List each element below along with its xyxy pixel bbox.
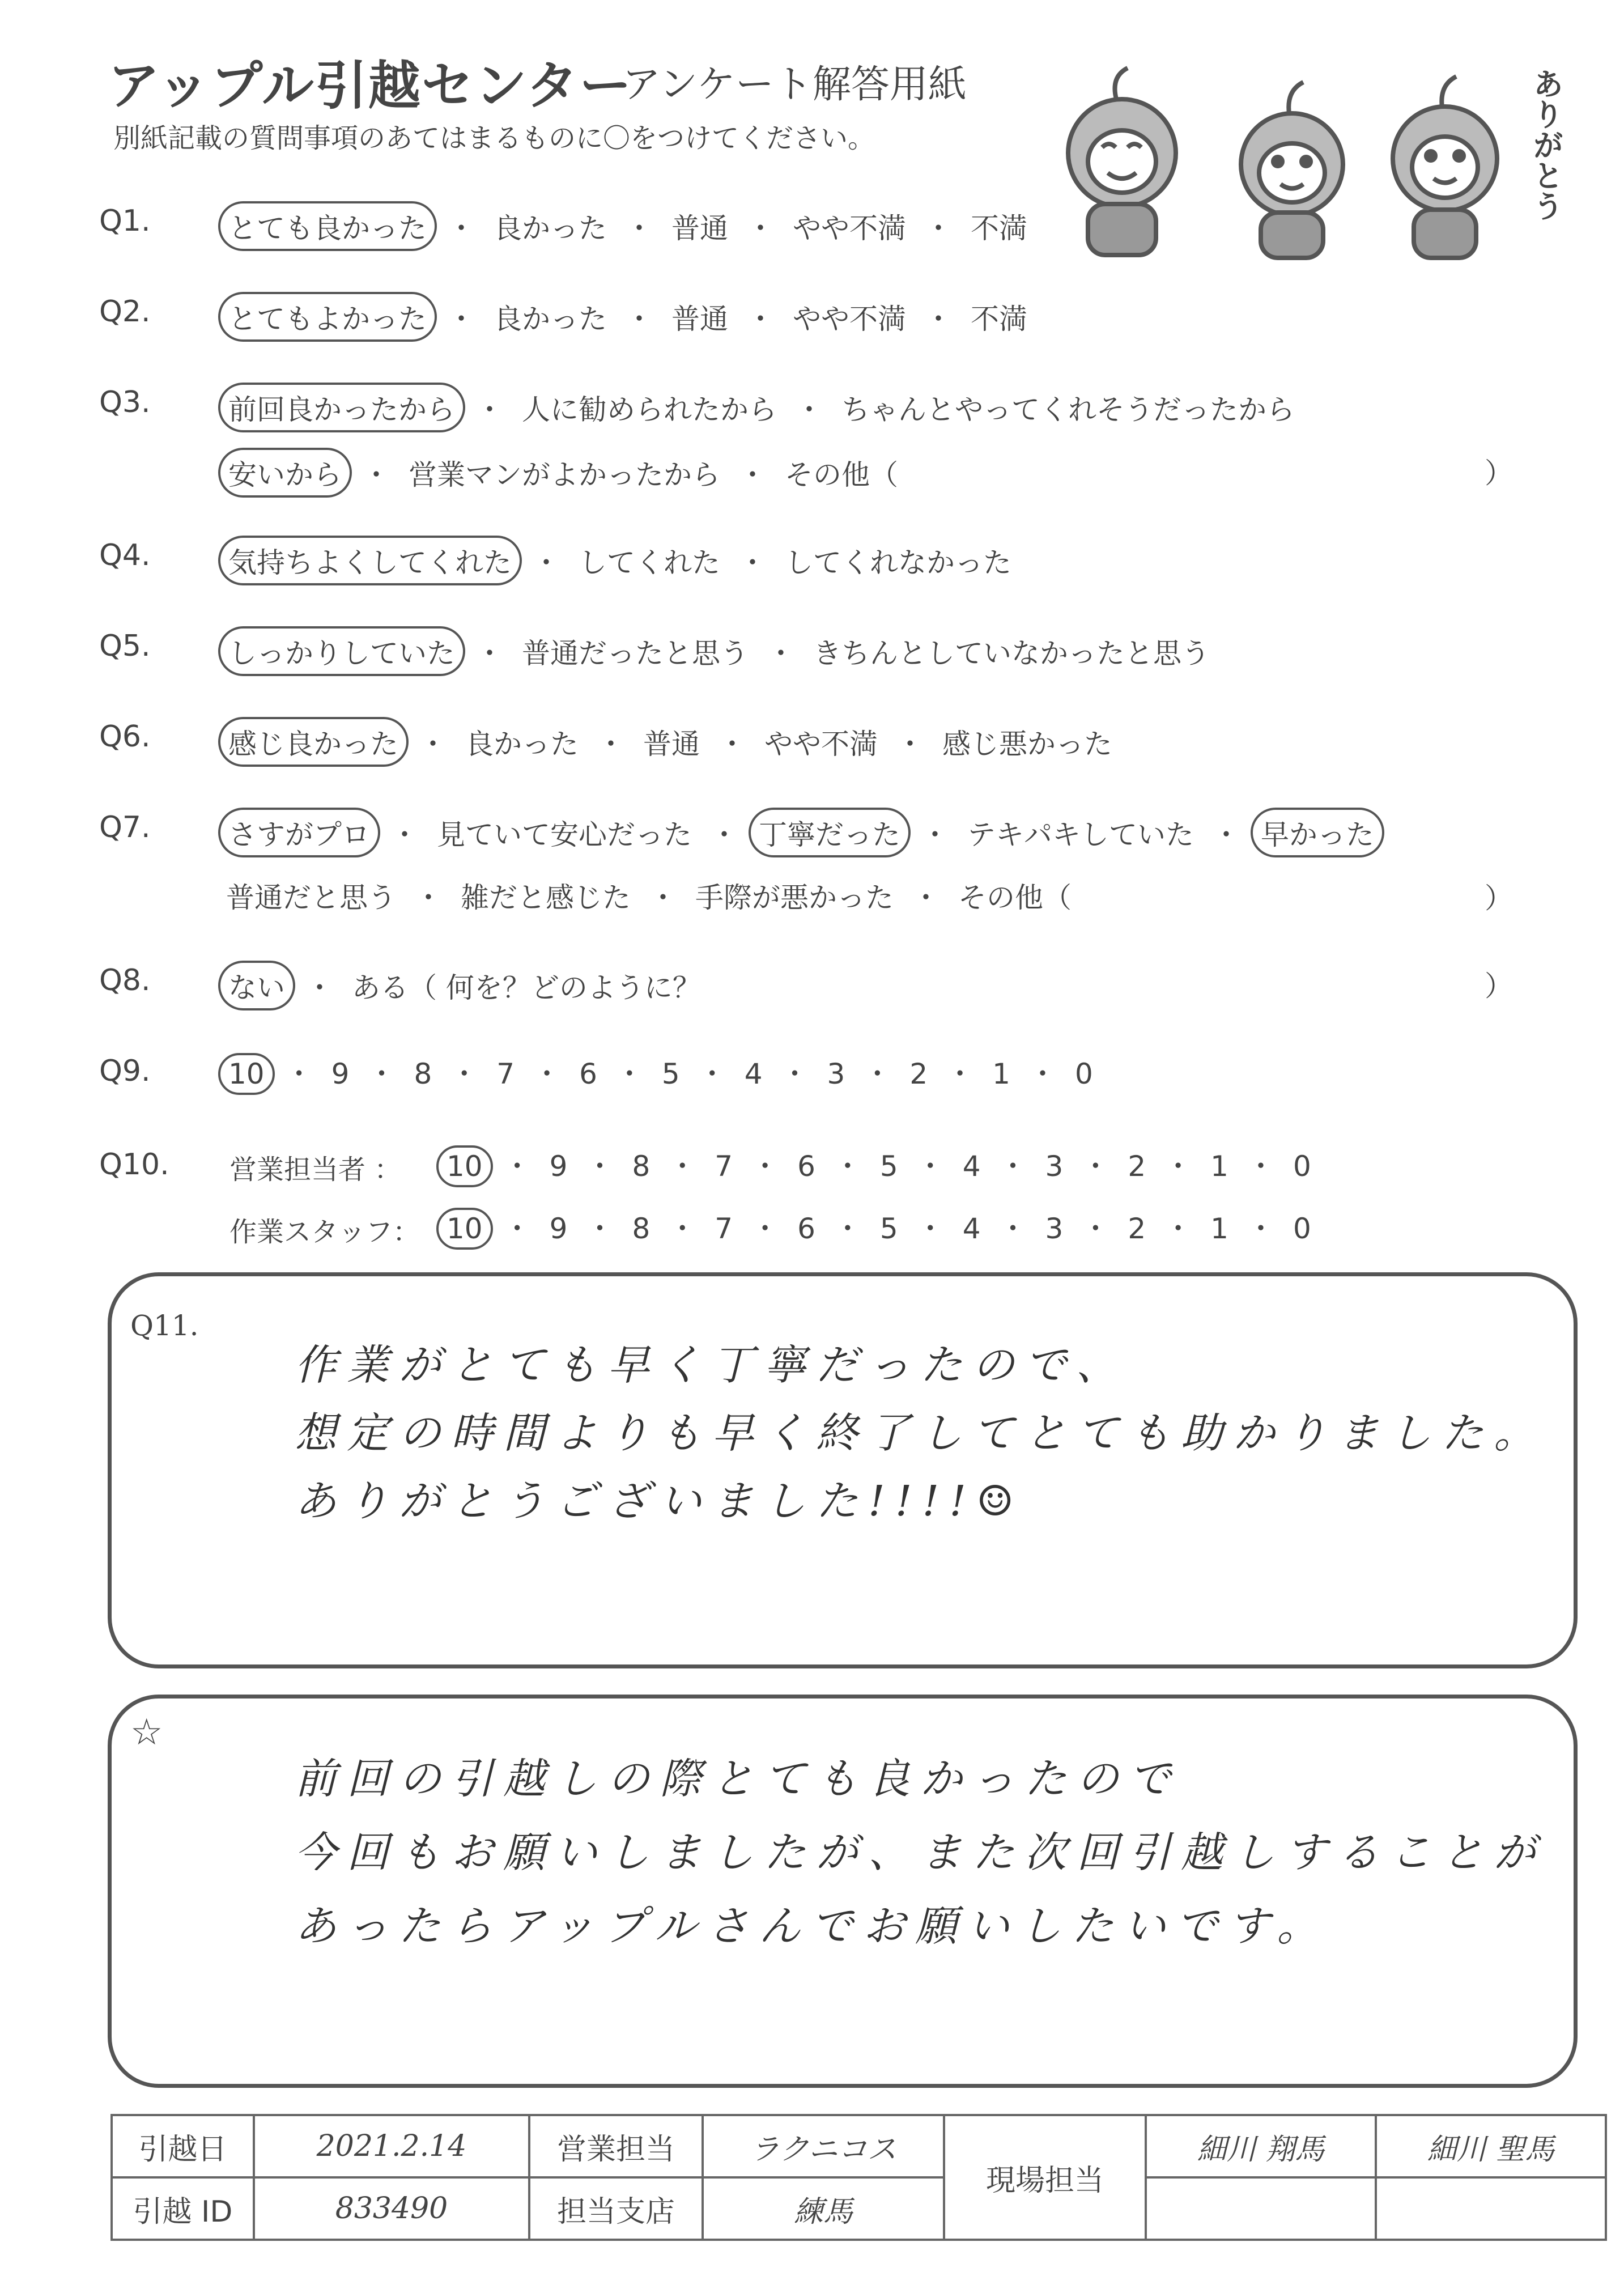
answer-option[interactable]: 1 — [1210, 1212, 1228, 1245]
answer-option[interactable]: 不満 — [971, 212, 1027, 245]
answer-option[interactable]: しっかりしていた — [218, 626, 465, 676]
answer-option[interactable]: 手際が悪かった — [695, 881, 894, 914]
answer-option[interactable]: その他（ — [785, 458, 898, 491]
option-separator: ・ — [1246, 1212, 1275, 1245]
answer-option[interactable]: してくれなかった — [785, 546, 1011, 579]
option-separator: ・ — [746, 303, 775, 336]
q2-options — [218, 292, 1035, 342]
answer-option[interactable]: 3 — [1045, 1212, 1064, 1245]
q3-close-paren: ） — [1485, 457, 1513, 490]
q7-number: Q7. — [99, 810, 151, 844]
option-separator: ・ — [998, 1150, 1027, 1183]
q10-staff-label: 作業スタッフ： — [229, 1216, 420, 1248]
answer-option[interactable]: やや不満 — [764, 728, 878, 761]
answer-option[interactable]: やや不満 — [793, 212, 906, 245]
q5-options — [218, 626, 1218, 676]
answer-option[interactable]: 10 — [436, 1145, 493, 1187]
option-separator: ・ — [615, 1058, 644, 1090]
answer-option[interactable]: 普通 — [643, 728, 700, 761]
answer-option[interactable]: 普通だったと思う — [522, 637, 749, 670]
answer-option[interactable]: 3 — [827, 1058, 845, 1090]
answer-option[interactable]: 5 — [661, 1058, 680, 1090]
option-separator: ・ — [795, 393, 823, 426]
option-separator: ・ — [912, 881, 940, 914]
option-separator: ・ — [1028, 1058, 1057, 1090]
option-separator: ・ — [718, 728, 746, 761]
option-separator: ・ — [625, 212, 653, 245]
free-comment-line-3: あったらアップルさんでお願いしたいです。 — [295, 1902, 1329, 1951]
option-separator: ・ — [924, 212, 953, 245]
option-separator: ・ — [414, 881, 443, 914]
q6-options — [218, 717, 1120, 767]
answer-option[interactable]: 5 — [879, 1212, 898, 1245]
answer-option[interactable]: 人に勧められたから — [522, 393, 777, 426]
option-separator: ・ — [1246, 1150, 1275, 1183]
answer-option[interactable]: ちゃんとやってくれそうだったから — [841, 393, 1295, 426]
q4-options — [218, 536, 1019, 585]
q8-number: Q8. — [99, 963, 151, 997]
answer-option[interactable]: さすがプロ — [218, 808, 380, 857]
option-separator: ・ — [503, 1212, 532, 1245]
answer-option[interactable]: 10 — [218, 1053, 275, 1095]
q10-sales-options — [436, 1144, 1319, 1187]
answer-option[interactable]: 感じ悪かった — [942, 728, 1112, 761]
q4-number: Q4. — [99, 538, 151, 572]
q1-number: Q1. — [99, 204, 151, 238]
option-separator: ・ — [668, 1150, 697, 1183]
answer-option[interactable]: 4 — [962, 1212, 981, 1245]
answer-option[interactable]: 1 — [992, 1058, 1010, 1090]
option-separator: ・ — [1164, 1150, 1193, 1183]
answer-option[interactable]: 5 — [879, 1150, 898, 1183]
option-separator: ・ — [738, 546, 767, 579]
answer-option[interactable]: してくれた — [579, 546, 720, 579]
option-separator: ・ — [362, 458, 390, 491]
form-title: アップル引越センター — [108, 56, 633, 116]
answer-option[interactable]: 良かった — [494, 212, 607, 245]
answer-option[interactable]: 安いから — [218, 448, 352, 498]
answer-option[interactable]: 普通 — [671, 303, 728, 336]
free-comment-line-2: 今回もお願いしましたが、また次回引越しすることが — [295, 1828, 1546, 1877]
answer-option[interactable]: やや不満 — [793, 303, 906, 336]
option-separator: ・ — [1081, 1150, 1110, 1183]
q5-number: Q5. — [99, 629, 151, 663]
move-id-label: 引越 ID — [112, 2177, 254, 2240]
site-staff-1: 細川 翔馬 — [1146, 2115, 1376, 2177]
answer-option[interactable]: 9 — [331, 1058, 350, 1090]
q7-options-line1 — [218, 808, 1384, 857]
answer-option[interactable]: 9 — [549, 1150, 568, 1183]
option-separator: ・ — [746, 212, 775, 245]
option-separator: ・ — [447, 212, 475, 245]
q7-options-line2 — [218, 873, 1079, 918]
site-staff-label: 現場担当 — [944, 2115, 1146, 2240]
option-separator: ・ — [751, 1212, 780, 1245]
option-separator: ・ — [1081, 1212, 1110, 1245]
q1-options — [218, 201, 1035, 251]
option-separator: ・ — [1164, 1212, 1193, 1245]
option-separator: ・ — [924, 303, 953, 336]
mascot-illustration — [1048, 57, 1558, 261]
q11-comment-line-3: ありがとうございました!!!!☺ — [295, 1477, 1024, 1526]
answer-option[interactable]: 見ていて安心だった — [437, 818, 692, 851]
q3-number: Q3. — [99, 385, 151, 419]
answer-option[interactable]: 普通だと思う — [226, 881, 396, 914]
option-separator: ・ — [916, 1212, 945, 1245]
option-separator: ・ — [367, 1058, 396, 1090]
answer-option[interactable]: 3 — [1045, 1150, 1064, 1183]
branch-label: 担当支店 — [529, 2177, 703, 2240]
sales-label: 営業担当 — [529, 2115, 703, 2177]
option-separator: ・ — [503, 1150, 532, 1183]
answer-option[interactable]: とても良かった — [218, 201, 437, 251]
answer-option[interactable]: 8 — [632, 1150, 651, 1183]
answer-option[interactable]: 不満 — [971, 303, 1027, 336]
q8-close-paren: ） — [1485, 970, 1513, 1003]
answer-option[interactable]: 0 — [1293, 1150, 1311, 1183]
answer-option[interactable]: 4 — [962, 1150, 981, 1183]
option-separator: ・ — [833, 1150, 862, 1183]
option-separator: ・ — [649, 881, 677, 914]
option-separator: ・ — [780, 1058, 809, 1090]
answer-option[interactable]: 2 — [909, 1058, 928, 1090]
answer-option[interactable]: 普通 — [671, 212, 728, 245]
answer-option[interactable]: 7 — [496, 1058, 515, 1090]
q11-comment-line-2: 想定の時間よりも早く終了してとても助かりました。 — [295, 1409, 1546, 1458]
option-separator: ・ — [532, 546, 560, 579]
option-separator: ・ — [585, 1150, 614, 1183]
answer-option[interactable]: 1 — [1210, 1150, 1228, 1183]
q11-comment-line-1: 作業がとても早く丁寧だったので、 — [295, 1341, 1128, 1390]
form-subtitle: アンケート解答用紙 — [622, 62, 967, 107]
q10-sales-label: 営業担当者 ： — [229, 1154, 402, 1186]
answer-option[interactable]: 0 — [1293, 1212, 1311, 1245]
option-separator: ・ — [305, 971, 334, 1004]
answer-option[interactable]: 感じ良かった — [218, 717, 409, 767]
option-separator: ・ — [751, 1150, 780, 1183]
branch-name-value: 練馬 — [703, 2177, 944, 2240]
answer-option[interactable]: 営業マンがよかったから — [409, 458, 720, 491]
sales-name-value: ラクニコス — [703, 2115, 944, 2177]
q6-number: Q6. — [99, 720, 151, 754]
option-separator: ・ — [998, 1212, 1027, 1245]
site-staff-empty-1 — [1146, 2177, 1376, 2240]
option-separator: ・ — [597, 728, 625, 761]
answer-option[interactable]: テキパキしていた — [967, 818, 1194, 851]
answer-option[interactable]: 丁寧だった — [749, 808, 911, 857]
answer-option[interactable]: とてもよかった — [218, 292, 437, 342]
option-separator: ・ — [767, 637, 795, 670]
mascot-caption: ありがとう — [1528, 68, 1564, 221]
answer-option[interactable]: 4 — [744, 1058, 763, 1090]
option-separator: ・ — [390, 818, 419, 851]
move-id-value: 833490 — [254, 2177, 529, 2240]
answer-option[interactable]: 早かった — [1251, 808, 1384, 857]
q10-staff-options — [436, 1206, 1319, 1250]
option-separator: ・ — [863, 1058, 892, 1090]
q11-label: Q11. — [130, 1309, 199, 1342]
answer-option[interactable]: 0 — [1074, 1058, 1093, 1090]
answer-option[interactable]: 前回良かったから — [218, 383, 465, 432]
q3-options-line1 — [218, 383, 1303, 432]
option-separator: ・ — [668, 1212, 697, 1245]
site-staff-2: 細川 聖馬 — [1376, 2115, 1606, 2177]
answer-option[interactable]: 6 — [797, 1212, 815, 1245]
answer-option[interactable]: きちんとしていなかったと思う — [813, 637, 1210, 670]
option-separator: ・ — [916, 1150, 945, 1183]
option-separator: ・ — [625, 303, 653, 336]
option-separator: ・ — [738, 458, 767, 491]
q8-options — [218, 961, 709, 1010]
option-separator: ・ — [833, 1212, 862, 1245]
site-staff-empty-2 — [1376, 2177, 1606, 2240]
move-date-value: 2021.2.14 — [254, 2115, 529, 2177]
option-separator: ・ — [1212, 818, 1240, 851]
q3-options-line2 — [218, 448, 906, 498]
answer-option[interactable]: ない — [218, 961, 295, 1010]
option-separator: ・ — [533, 1058, 562, 1090]
answer-option[interactable]: 8 — [414, 1058, 432, 1090]
free-comment-line-1: 前回の引越しの際とても良かったので — [295, 1755, 1181, 1803]
option-separator: ・ — [284, 1058, 313, 1090]
answer-option[interactable]: 気持ちよくしてくれた — [218, 536, 522, 585]
q9-options — [218, 1051, 1101, 1095]
answer-option[interactable]: 2 — [1128, 1150, 1146, 1183]
answer-option[interactable]: 雑だと感じた — [461, 881, 631, 914]
q7-close-paren: ） — [1485, 882, 1513, 915]
footer-table — [110, 2114, 1607, 2241]
option-separator: ・ — [921, 818, 949, 851]
answer-option[interactable]: 良かった — [494, 303, 607, 336]
answer-option[interactable]: 良かった — [465, 728, 579, 761]
answer-option[interactable]: 6 — [797, 1150, 815, 1183]
option-separator: ・ — [896, 728, 924, 761]
answer-option[interactable]: 2 — [1128, 1212, 1146, 1245]
option-separator: ・ — [450, 1058, 479, 1090]
answer-option[interactable]: ある（ 何を？どのように？ — [352, 971, 701, 1004]
answer-option[interactable]: 8 — [632, 1212, 651, 1245]
answer-option[interactable]: 10 — [436, 1208, 493, 1250]
answer-option[interactable]: 7 — [715, 1212, 733, 1245]
form-instruction: 別紙記載の質問事項のあてはまるものに〇をつけてください。 — [113, 122, 875, 154]
option-separator: ・ — [698, 1058, 726, 1090]
answer-option[interactable]: その他（ — [958, 881, 1072, 914]
star-icon: ☆ — [130, 1712, 163, 1753]
option-separator: ・ — [447, 303, 475, 336]
answer-option[interactable]: 7 — [715, 1150, 733, 1183]
option-separator: ・ — [475, 637, 504, 670]
q2-number: Q2. — [99, 295, 151, 329]
option-separator: ・ — [475, 393, 504, 426]
option-separator: ・ — [710, 818, 738, 851]
q9-number: Q9. — [99, 1054, 151, 1088]
answer-option[interactable]: 6 — [579, 1058, 597, 1090]
answer-option[interactable]: 9 — [549, 1212, 568, 1245]
option-separator: ・ — [419, 728, 447, 761]
q10-number: Q10. — [99, 1148, 169, 1182]
move-date-label: 引越日 — [112, 2115, 254, 2177]
option-separator: ・ — [946, 1058, 975, 1090]
option-separator: ・ — [585, 1212, 614, 1245]
